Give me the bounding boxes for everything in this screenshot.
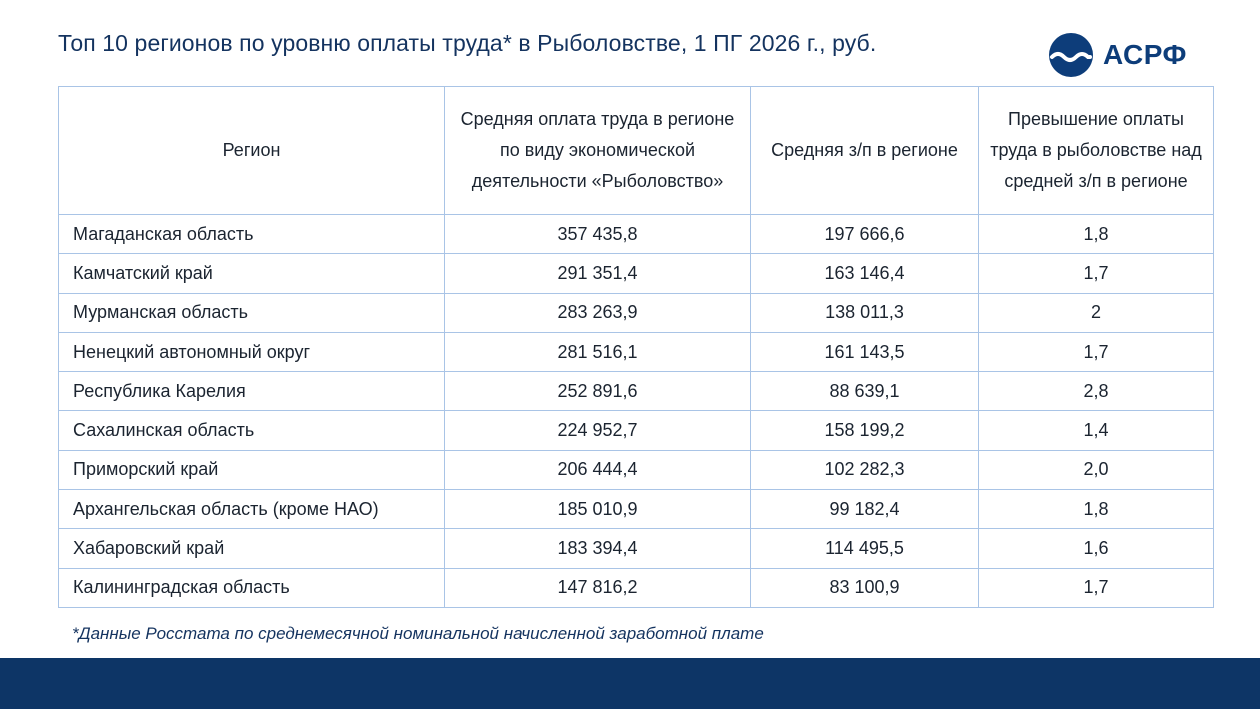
cell-average-wage: 102 282,3 — [751, 450, 979, 489]
cell-fishing-wage: 224 952,7 — [445, 411, 751, 450]
wages-table — [58, 86, 1214, 608]
cell-region: Калининградская область — [59, 568, 445, 607]
cell-fishing-wage: 357 435,8 — [445, 215, 751, 254]
cell-region: Ненецкий автономный округ — [59, 332, 445, 371]
table-row — [59, 490, 1214, 529]
cell-region: Мурманская область — [59, 293, 445, 332]
cell-fishing-wage: 206 444,4 — [445, 450, 751, 489]
cell-average-wage: 163 146,4 — [751, 254, 979, 293]
cell-average-wage: 114 495,5 — [751, 529, 979, 568]
table-row — [59, 254, 1214, 293]
cell-wage-ratio: 1,4 — [979, 411, 1214, 450]
cell-fishing-wage: 185 010,9 — [445, 490, 751, 529]
brand-name: АСРФ — [1103, 39, 1187, 70]
source-footnote: *Данные Росстата по среднемесячной номинальной начисленной заработной плате — [72, 624, 764, 643]
cell-fishing-wage: 281 516,1 — [445, 332, 751, 371]
cell-average-wage: 88 639,1 — [751, 372, 979, 411]
cell-average-wage: 158 199,2 — [751, 411, 979, 450]
cell-wage-ratio: 1,8 — [979, 490, 1214, 529]
wave-logo-icon — [1048, 32, 1094, 78]
cell-average-wage: 99 182,4 — [751, 490, 979, 529]
cell-fishing-wage: 283 263,9 — [445, 293, 751, 332]
table-row — [59, 529, 1214, 568]
header-wage-ratio: Превышение оплаты труда в рыболовстве над средней з/п в регионе — [979, 87, 1214, 215]
cell-fishing-wage: 291 351,4 — [445, 254, 751, 293]
cell-average-wage: 138 011,3 — [751, 293, 979, 332]
cell-fishing-wage: 183 394,4 — [445, 529, 751, 568]
cell-region: Сахалинская область — [59, 411, 445, 450]
table-header-row — [59, 87, 1214, 215]
table-row — [59, 293, 1214, 332]
cell-region: Магаданская область — [59, 215, 445, 254]
table-row — [59, 332, 1214, 371]
cell-wage-ratio: 2,8 — [979, 372, 1214, 411]
cell-wage-ratio: 1,6 — [979, 529, 1214, 568]
footer-bar — [0, 658, 1260, 709]
cell-fishing-wage: 147 816,2 — [445, 568, 751, 607]
table-row — [59, 568, 1214, 607]
table-row — [59, 215, 1214, 254]
header-average-wage: Средняя з/п в регионе — [751, 87, 979, 215]
cell-region: Республика Карелия — [59, 372, 445, 411]
cell-wage-ratio: 1,7 — [979, 332, 1214, 371]
header-fishing-wage: Средняя оплата труда в регионе по виду экономической деятельности «Рыболовство» — [445, 87, 751, 215]
header-region: Регион — [59, 87, 445, 215]
cell-region: Приморский край — [59, 450, 445, 489]
cell-region: Камчатский край — [59, 254, 445, 293]
brand-logo — [1048, 32, 1187, 78]
cell-average-wage: 83 100,9 — [751, 568, 979, 607]
page-title: Топ 10 регионов по уровню оплаты труда* в Рыболовстве, 1 ПГ 2026 г., руб. — [58, 30, 877, 56]
table-row — [59, 450, 1214, 489]
cell-wage-ratio: 1,8 — [979, 215, 1214, 254]
cell-wage-ratio: 1,7 — [979, 568, 1214, 607]
table-row — [59, 372, 1214, 411]
cell-region: Хабаровский край — [59, 529, 445, 568]
cell-average-wage: 197 666,6 — [751, 215, 979, 254]
cell-average-wage: 161 143,5 — [751, 332, 979, 371]
table-row — [59, 411, 1214, 450]
cell-region: Архангельская область (кроме НАО) — [59, 490, 445, 529]
cell-wage-ratio: 2,0 — [979, 450, 1214, 489]
cell-fishing-wage: 252 891,6 — [445, 372, 751, 411]
cell-wage-ratio: 1,7 — [979, 254, 1214, 293]
cell-wage-ratio: 2 — [979, 293, 1214, 332]
